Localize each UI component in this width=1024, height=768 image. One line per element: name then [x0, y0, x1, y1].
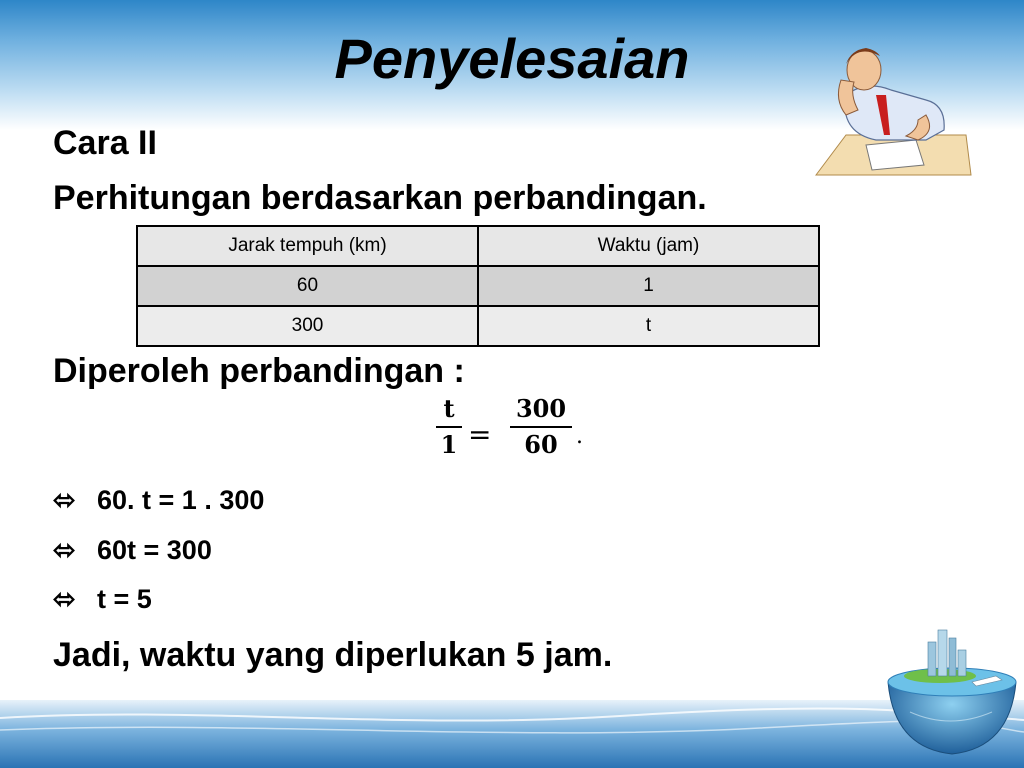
right-fraction [510, 394, 572, 460]
step-text: t = 5 [97, 584, 152, 614]
step-line [53, 485, 264, 516]
data-table [136, 225, 820, 347]
table-header-row [137, 226, 819, 266]
conclusion-text: Jadi, waktu yang diperlukan 5 jam. [53, 636, 613, 674]
slide-title: Penyelesaian [334, 27, 690, 90]
equivalence-arrow-icon: ⬄ [53, 485, 76, 515]
step-line [53, 535, 212, 566]
globe-city-illustration [880, 620, 1024, 760]
formula-period: . [576, 424, 583, 449]
table-cell: 1 [478, 266, 819, 306]
left-fraction [436, 394, 462, 460]
table-cell: 300 [137, 306, 478, 346]
table-row [137, 266, 819, 306]
table-cell: t [478, 306, 819, 346]
fraction-bar [436, 426, 462, 428]
bottom-wave-decor [0, 700, 1024, 768]
step-text: 60t = 300 [97, 535, 212, 565]
table-row [137, 306, 819, 346]
left-denominator: 1 [440, 430, 458, 459]
right-denominator: 60 [524, 430, 558, 459]
table-cell: 60 [137, 266, 478, 306]
left-numerator: t [443, 394, 455, 423]
equivalence-arrow-icon: ⬄ [53, 584, 76, 614]
equals-sign: = [468, 418, 492, 451]
thinking-man-illustration [806, 40, 976, 180]
step-text: 60. t = 1 . 300 [97, 485, 265, 515]
table-header-cell: Jarak tempuh (km) [137, 226, 478, 266]
equivalence-arrow-icon: ⬄ [53, 535, 76, 565]
fraction-bar [510, 426, 572, 428]
comparison-label: Diperoleh perbandingan : [53, 352, 465, 390]
table-header-cell: Waktu (jam) [478, 226, 819, 266]
step-line [53, 584, 152, 615]
intro-text: Perhitungan berdasarkan perbandingan. [53, 179, 707, 217]
right-numerator: 300 [515, 394, 567, 423]
method-label: Cara II [53, 124, 157, 162]
